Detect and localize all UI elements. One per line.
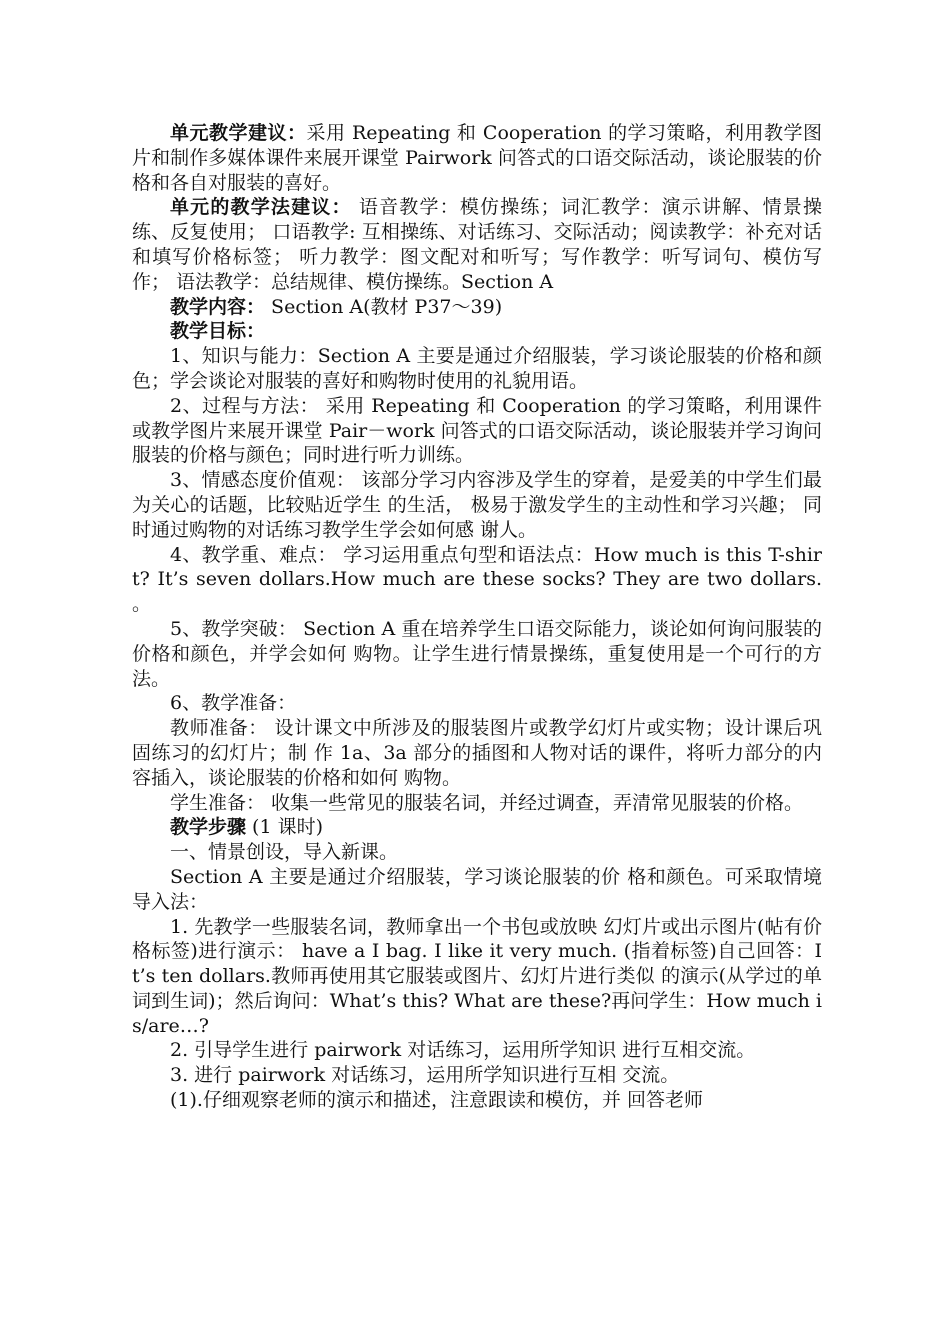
paragraph-text: 6、教学准备：	[170, 692, 297, 715]
paragraph-text: 4、教学重、难点： 学习运用重点句型和语法点：How much is this T-shirt? It’s seven dollars.How much are these socks? They are two dollars. 。	[132, 543, 822, 616]
paragraph-label: 单元教学建议：	[170, 122, 307, 144]
paragraph-step-1-item-3	[132, 1063, 822, 1088]
paragraph-text: Section A(教材 P37～39)	[265, 295, 503, 318]
paragraph-steps-heading	[132, 815, 822, 840]
paragraph-objectives-heading	[132, 319, 822, 344]
paragraph-text: (1 课时)	[246, 816, 324, 839]
paragraph-text: 学生准备： 收集一些常见的服装名词，并经过调查，弄清常见服装的价格。	[170, 791, 804, 814]
paragraph-label: 教学步骤	[170, 816, 247, 839]
paragraph-objective-6	[132, 691, 822, 716]
paragraph-objective-4	[132, 543, 822, 617]
paragraph-objective-1	[132, 344, 822, 394]
paragraph-student-prep	[132, 791, 822, 816]
paragraph-label: 教学目标：	[170, 320, 266, 343]
paragraph-text: (1).仔细观察老师的演示和描述，注意跟读和模仿，并 回答老师	[170, 1089, 703, 1112]
paragraph-text: 3、情感态度价值观： 该部分学习内容涉及学生的穿着，是爱美的中学生们最为关心的话题，比较贴近学生 的生活， 极易于激发学生的主动性和学习兴趣； 同时通过购物的对话练习教学生学会如何感 谢人。	[132, 469, 822, 541]
paragraph-step-1-item-3-sub-1	[132, 1088, 822, 1113]
paragraph-step-1-intro	[132, 865, 822, 915]
paragraph-objective-2	[132, 394, 822, 468]
paragraph-teacher-prep	[132, 716, 822, 790]
document-body	[132, 121, 822, 1113]
paragraph-unit-advice	[132, 121, 822, 195]
paragraph-text: 5、教学突破： Section A 重在培养学生口语交际能力，谈论如何询问服装的价格和颜色，并学会如何 购物。让学生进行情景操练，重复使用是一个可行的方法。	[132, 617, 822, 690]
paragraph-objective-5	[132, 617, 822, 691]
paragraph-label: 教学内容：	[170, 295, 266, 318]
paragraph-objective-3	[132, 468, 822, 542]
paragraph-text: 2、过程与方法： 采用 Repeating 和 Cooperation 的学习策略，利用课件或教学图片来展开课堂 Pair－work 问答式的口语交际活动，谈论服装并学习询问服装的价格与颜色；同时进行听力训练。	[132, 394, 822, 467]
paragraph-content	[132, 295, 822, 320]
paragraph-text: 一、情景创设，导入新课。	[170, 841, 399, 864]
paragraph-text: 3. 进行 pairwork 对话练习，运用所学知识进行互相 交流。	[170, 1064, 680, 1087]
paragraph-text: 2. 引导学生进行 pairwork 对话练习，运用所学知识 进行互相交流。	[170, 1039, 756, 1062]
paragraph-text: 语音教学：模仿操练；词汇教学：演示讲解、情景操练、反复使用； 口语教学: 互相操练、对话练习、交际活动；阅读教学：补充对话和填写价格标签； 听力教学：图文配对和听写；写作教学：听写词句、模仿写作； 语法教学：总结规律、模仿操练。Section A	[132, 196, 822, 293]
paragraph-text: 1. 先教学一些服装名词，教师拿出一个书包或放映 幻灯片或出示图片(帖有价格标签)进行演示： have a I bag. I like it very much. (指着标签)自己回答：It’s ten dollars.教师再使用其它服装或图片、幻灯片进行类似 的演示(从学过的单词到生词)；然后询问：What’s this? What are these?再问学生：How much is/are…?	[132, 915, 822, 1037]
paragraph-label: 单元的教学法建议：	[170, 196, 352, 219]
paragraph-step-1-item-1	[132, 915, 822, 1039]
paragraph-method-advice	[132, 195, 822, 294]
paragraph-text: 采用 Repeating 和 Cooperation 的学习策略，利用教学图片和制作多媒体课件来展开课堂 Pairwork 问答式的口语交际活动，谈论服装的价格和各自对服装的喜好。	[132, 122, 822, 194]
paragraph-step-1-heading	[132, 840, 822, 865]
paragraph-text: Section A 主要是通过介绍服装，学习谈论服装的价 格和颜色。可采取情境导入法：	[132, 865, 822, 913]
paragraph-step-1-item-2	[132, 1038, 822, 1063]
paragraph-text: 1、知识与能力：Section A 主要是通过介绍服装，学习谈论服装的价格和颜色；学会谈论对服装的喜好和购物时使用的礼貌用语。	[132, 345, 822, 392]
paragraph-text: 教师准备： 设计课文中所涉及的服装图片或教学幻灯片或实物；设计课后巩固练习的幻灯片；制 作 1a、3a 部分的插图和人物对话的课件，将听力部分的内容插入，谈论服装的价格和如何 购物。	[132, 717, 822, 789]
